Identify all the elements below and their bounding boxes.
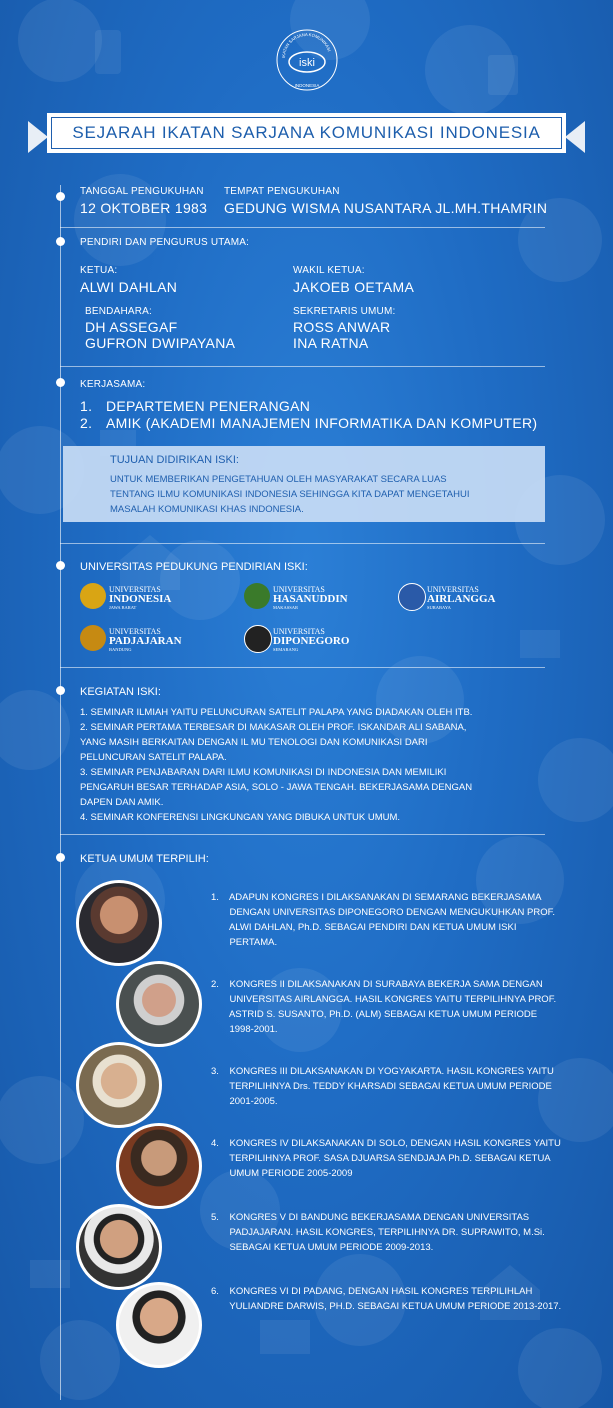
kegiatan-heading: KEGIATAN ISKI: — [80, 686, 161, 698]
kegiatan-line: 4. SEMINAR KONFERENSI LINGKUNGAN YANG DIBUKA UNTUK UMUM. — [80, 812, 401, 823]
date-label: TANGGAL PENGUKUHAN — [80, 186, 204, 197]
university-emblem-icon — [80, 625, 106, 651]
chairman-photo-5 — [76, 1204, 162, 1290]
kegiatan-line: DAPEN DAN AMIK. — [80, 797, 164, 808]
congress-item-6: 6. KONGRES VI DI PADANG, DENGAN HASIL KONGRES TERPILIHLAH YULIANDRE DARWIS, PH.D. SEBAGAI KETUA UMUM PERIODE 2013-2017. — [211, 1286, 562, 1312]
congress-item-4: 4. KONGRES IV DILAKSANAKAN DI SOLO, DENGAN HASIL KONGRES YAITU TERPILIHNYA PROF. SASA DJUARSA SENDJAJA Ph.D. SEBAGAI KETUA UMUM PERIODE 2005-2009 — [211, 1138, 561, 1179]
goal-box — [63, 446, 545, 522]
timeline-line — [60, 185, 61, 1400]
ketua-label: KETUA: — [80, 265, 118, 276]
chairman-photo-6 — [116, 1282, 202, 1368]
svg-text:IKATAN SARJANA KOMUNIKASI: IKATAN SARJANA KOMUNIKASI — [280, 31, 332, 59]
congress-item-5: 5. KONGRES V DI BANDUNG BEKERJASAMA DENGAN UNIVERSITAS PADJAJARAN. HASIL KONGRES, TERPILIHNYA DR. SUPRAWITO, M.Si. SEBAGAI KETUA UMUM PERIODE 2009-2013. — [211, 1212, 545, 1253]
page-title: SEJARAH IKATAN SARJANA KOMUNIKASI INDONESIA — [72, 123, 541, 142]
timeline-dot — [56, 378, 65, 387]
svg-text:INDONESIA: INDONESIA — [294, 83, 320, 88]
university-emblem-icon — [398, 583, 426, 611]
chairman-photo-3 — [76, 1042, 162, 1128]
place-label: TEMPAT PENGUKUHAN — [224, 186, 340, 197]
sekretaris-name: ROSS ANWAR — [293, 319, 391, 335]
university-emblem-icon — [244, 583, 270, 609]
divider — [60, 667, 545, 668]
goal-heading: TUJUAN DIDIRIKAN ISKI: — [110, 454, 239, 466]
timeline-dot — [56, 561, 65, 570]
date-value: 12 OKTOBER 1983 — [80, 200, 208, 216]
kerjasama-heading: KERJASAMA: — [80, 379, 146, 390]
bendahara-name: GUFRON DWIPAYANA — [85, 335, 236, 351]
ketua-name: ALWI DAHLAN — [80, 279, 178, 295]
sekretaris-name: INA RATNA — [293, 335, 369, 351]
goal-line: TENTANG ILMU KOMUNIKASI INDONESIA SEHINGGA KITA DAPAT MENGETAHUI — [110, 489, 470, 500]
wakil-label: WAKIL KETUA: — [293, 265, 365, 276]
bendahara-label: BENDAHARA: — [85, 306, 153, 317]
goal-line: MASALAH KOMUNIKASI KHAS INDONESIA. — [110, 504, 304, 515]
banner-ribbon-left — [28, 121, 48, 153]
divider — [60, 227, 545, 228]
divider — [60, 543, 545, 544]
place-value: GEDUNG WISMA NUSANTARA JL.MH.THAMRIN — [224, 200, 548, 216]
infographic-page: IKATAN SARJANA KOMUNIKASI iski INDONESIA SEJARAH IKATAN SARJANA KOMUNIKASI INDONESIA TANGGAL PENGUKUHAN 12 OKTOBER 1983 TEMPAT PENGUKUHAN GEDUNG WISMA NUSANTARA JL.MH.THAMRIN PENDIRI DAN PENGURUS UTAMA: KETUA: ALWI DAHLAN WAKIL KETUA: JAKOEB OETAMA BENDAHARA: DH ASSEGAF GUFRON DWIPAYANA SEKRETARIS UMUM: ROSS ANWAR INA RATNA KERJASAMA: 1. DEPARTEMEN PENERANGAN 2. AMIK (AKADEMI MANAJEMEN INFORMATIKA DAN KOMPUTER) TUJUAN DIDIRIKAN ISKI: UNTUK MEMBERIKAN PENGETAHUAN OLEH MASYARAKAT SECARA LUAS TENTANG ILMU KOMUNIKASI INDONESIA SEHINGGA KITA DAPAT MENGETAHUI MASALAH KOMUNIKASI KHAS INDONESIA. UNIVERSITAS PEDUKUNG PENDIRIAN ISKI: UNIVERSITAS INDONESIA JAWA BARAT UNIVERSITAS HASANUDDIN MAKASSAR UNIVERSITAS AIRLANGGA SURABAYA UNIVERSITAS PADJAJARAN BANDUNG UNIVERSITAS DIPONEGORO SEMARANG KEGIATAN ISKI: 1. SEMINAR ILMIAH YAITU PELUNCURAN SATELIT PALAPA YANG DIADAKAN OLEH ITB. 2. SEMINAR PERTAMA TERBESAR DI MAKASAR OLEH PROF. ISKANDAR ALI SABANA, YANG MASIH BERKAITAN DENGAN IL MU TENOLOGI DAN KOMUNIKASI DARI PELUNCURAN SATELIT PALAPA. 3. SEMINAR PENJABARAN DARI ILMU KOMUNIKASI DI INDONESIA DAN MEMILIKI PENGARUH BESAR TERHADAP ASIA, SOLO - JAWA TENGAH. BEKERJASAMA DENGAN DAPEN DAN AMIK. 4. SEMINAR KONFERENSI LINGKUNGAN YANG DIBUKA UNTUK UMUM. KETUA UMUM TERPILIH: 1. ADAPUN KONGRES I DILAKSANAKAN DI SEMARANG BEKERJASAMA DENGAN UNIVERSITAS DIPONEGORO DENGAN MENGUKUHKAN PROF. ALWI DAHLAN, Ph.D. SEBAGAI PENDIRI DAN KETUA UMUM ISKI PERTAMA. 2. KONGRES II DILAKSANAKAN DI SURABAYA BEKERJA SAMA DENGAN UNIVERSITAS AIRLANGGA. HASIL KONGRES YAITU TERPILIHNYA PROF. ASTRID S. SUSANTO, Ph.D. (ALM) SEBAGAI KETUA UMUM PERIODE 1998-2001. 3. KONGRES III DILAKSANAKAN DI YOGYAKARTA. HASIL KONGRES YAITU TERPILIHNYA Drs. TEDDY KHARSADI SEBAGAI KETUA UMUM PERIODE 2001-2005. 4. KONGRES IV DILAKSANAKAN DI SOLO, DENGAN HASIL KONGRES YAITU TERPILIHNYA PROF. SASA DJUARSA SENDJAJA Ph.D. SEBAGAI KETUA UMUM PERIODE 2005-2009 5. KONGRES V DI BANDUNG BEKERJASAMA DENGAN UNIVERSITAS PADJAJARAN. HASIL KONGRES, TERPILIHNYA DR. SUPRAWITO, M.Si. SEBAGAI KETUA UMUM PERIODE 2009-2013. 6. KONGRES VI DI PADANG, DENGAN HASIL KONGRES TERPILIHLAH YULIANDRE DARWIS, PH.D. SEBAGAI KETUA UMUM PERIODE 2013-2017. — [0, 0, 613, 1408]
divider — [60, 366, 545, 367]
timeline-dot — [56, 237, 65, 246]
kegiatan-line: 1. SEMINAR ILMIAH YAITU PELUNCURAN SATELIT PALAPA YANG DIADAKAN OLEH ITB. — [80, 707, 473, 718]
kegiatan-line: PELUNCURAN SATELIT PALAPA. — [80, 752, 227, 763]
congress-item-3: 3. KONGRES III DILAKSANAKAN DI YOGYAKARTA. HASIL KONGRES YAITU TERPILIHNYA Drs. TEDDY KHARSADI SEBAGAI KETUA UMUM PERIODE 2001-2005. — [211, 1066, 554, 1107]
bendahara-name: DH ASSEGAF — [85, 319, 178, 335]
sekretaris-label: SEKRETARIS UMUM: — [293, 306, 396, 317]
kegiatan-line: PENGARUH BESAR TERHADAP ASIA, SOLO - JAWA TENGAH. BEKERJASAMA DENGAN — [80, 782, 473, 793]
timeline-dot — [56, 686, 65, 695]
timeline-dot — [56, 853, 65, 862]
svg-text:iski: iski — [299, 57, 315, 69]
kerjasama-item: DEPARTEMEN PENERANGAN — [106, 398, 311, 414]
kerjasama-num: 1. — [80, 398, 93, 414]
kegiatan-line: 3. SEMINAR PENJABARAN DARI ILMU KOMUNIKASI DI INDONESIA DAN MEMILIKI — [80, 767, 447, 778]
founders-heading: PENDIRI DAN PENGURUS UTAMA: — [80, 237, 250, 248]
wakil-name: JAKOEB OETAMA — [293, 279, 415, 295]
timeline-dot — [56, 192, 65, 201]
title-banner — [47, 113, 566, 153]
goal-line: UNTUK MEMBERIKAN PENGETAHUAN OLEH MASYARAKAT SECARA LUAS — [110, 474, 447, 485]
iski-logo — [275, 28, 339, 92]
chairman-photo-2 — [116, 961, 202, 1047]
kegiatan-line: YANG MASIH BERKAITAN DENGAN IL MU TENOLOGI DAN KOMUNIKASI DARI — [80, 737, 428, 748]
kerjasama-num: 2. — [80, 415, 93, 431]
university-emblem-icon — [80, 583, 106, 609]
kerjasama-item: AMIK (AKADEMI MANAJEMEN INFORMATIKA DAN KOMPUTER) — [106, 415, 538, 431]
kegiatan-line: 2. SEMINAR PERTAMA TERBESAR DI MAKASAR OLEH PROF. ISKANDAR ALI SABANA, — [80, 722, 467, 733]
ketua-umum-heading: KETUA UMUM TERPILIH: — [80, 853, 209, 865]
congress-item-2: 2. KONGRES II DILAKSANAKAN DI SURABAYA BEKERJA SAMA DENGAN UNIVERSITAS AIRLANGGA. HASIL KONGRES YAITU TERPILIHNYA PROF. ASTRID S. SUSANTO, Ph.D. (ALM) SEBAGAI KETUA UMUM PERIODE 1998-2001. — [211, 979, 557, 1035]
university-emblem-icon — [244, 625, 272, 653]
universitas-heading: UNIVERSITAS PEDUKUNG PENDIRIAN ISKI: — [80, 561, 308, 573]
congress-item-1: 1. ADAPUN KONGRES I DILAKSANAKAN DI SEMARANG BEKERJASAMA DENGAN UNIVERSITAS DIPONEGORO DENGAN MENGUKUHKAN PROF. ALWI DAHLAN, Ph.D. SEBAGAI PENDIRI DAN KETUA UMUM ISKI PERTAMA. — [211, 892, 555, 948]
banner-ribbon-right — [565, 121, 585, 153]
divider — [60, 834, 545, 835]
chairman-photo-1 — [76, 880, 162, 966]
chairman-photo-4 — [116, 1123, 202, 1209]
